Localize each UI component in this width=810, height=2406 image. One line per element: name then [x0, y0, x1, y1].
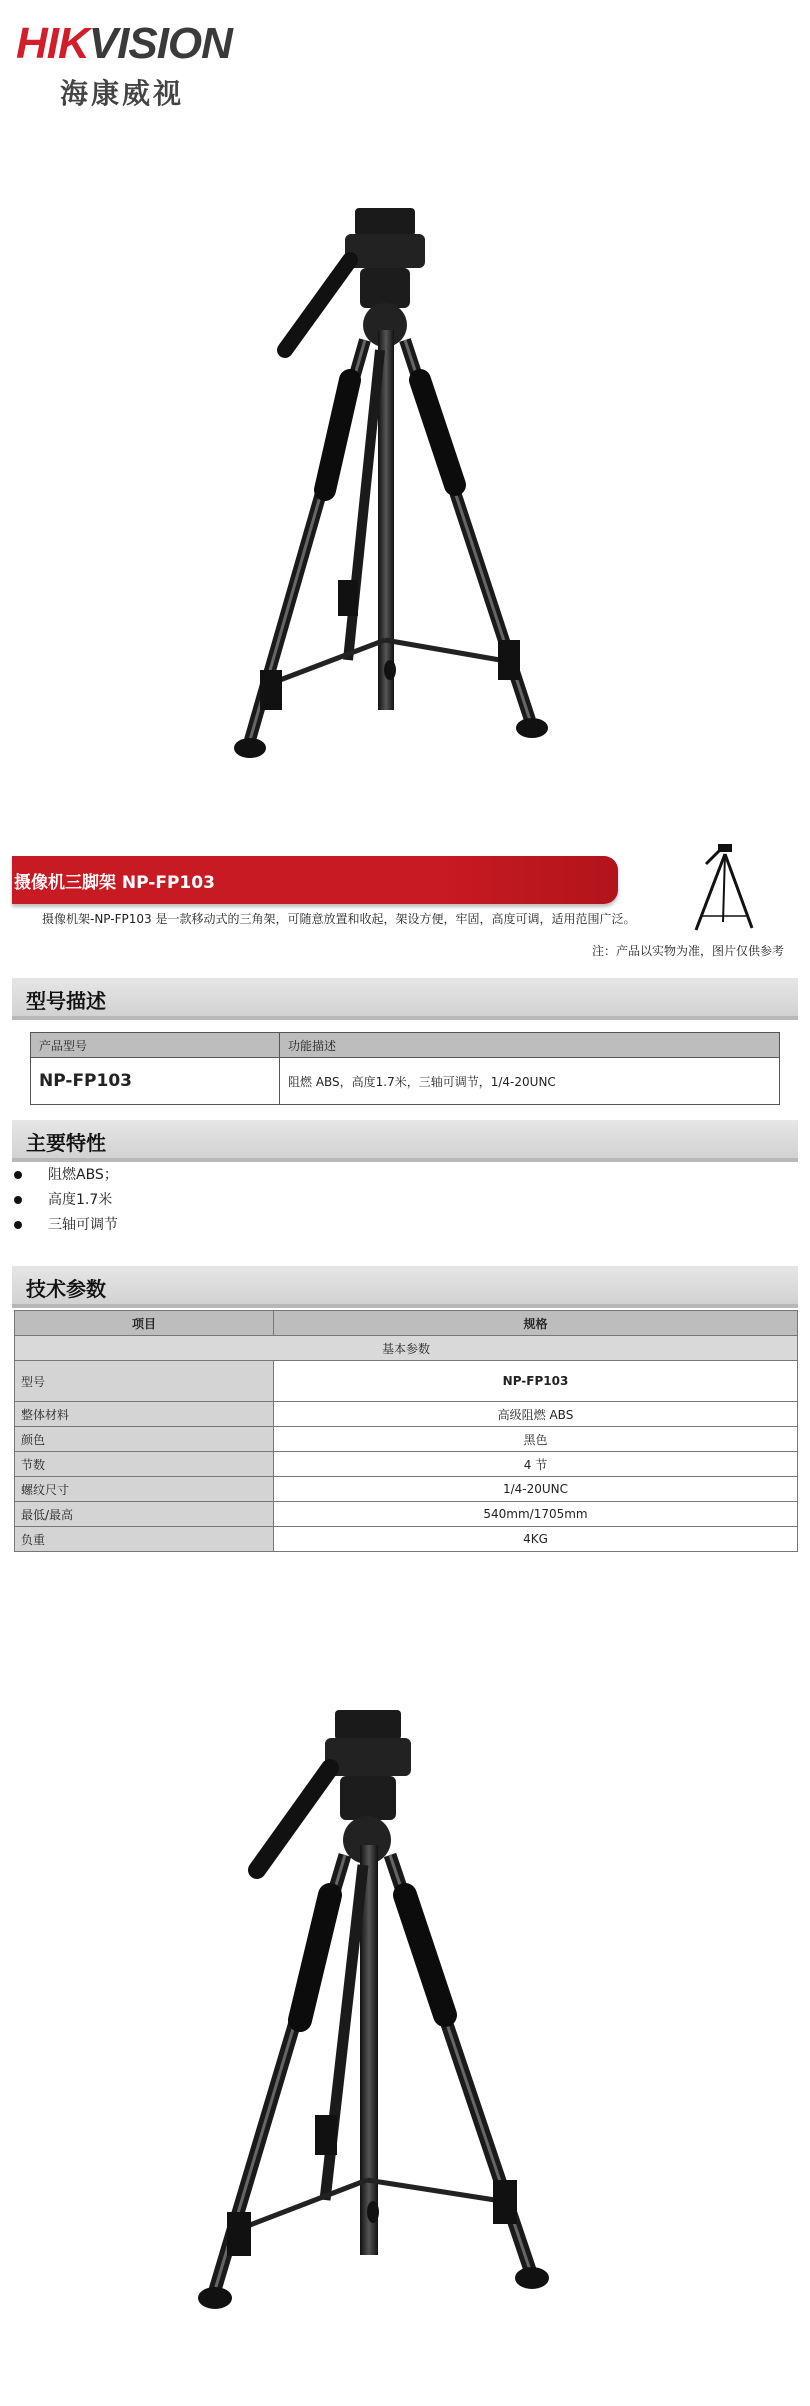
spec-table: [14, 1310, 798, 1552]
section-header-features: [12, 1120, 798, 1162]
model-table: [30, 1032, 780, 1105]
col-header-function: 功能描述: [280, 1033, 780, 1058]
feature-item: 高度1.7米: [14, 1189, 112, 1209]
function-value: 阻燃 ABS，高度1.7米，三轴可调节，1/4-20UNC: [280, 1058, 780, 1105]
section-header-specs: [12, 1266, 798, 1308]
tripod-thumbnail: [690, 842, 760, 934]
logo-vision: VISION: [88, 19, 232, 68]
section-title-model: 型号描述: [26, 989, 106, 1013]
section-title-features: 主要特性: [26, 1131, 106, 1155]
model-value: NP-FP103: [31, 1058, 280, 1105]
table-row: 颜色 黑色: [15, 1427, 798, 1452]
disclaimer-note: 注：产品以实物为准，图片仅供参考: [591, 944, 784, 958]
tripod-image-top: [230, 200, 630, 770]
bullet-icon: [14, 1221, 22, 1229]
table-row: 负重 4KG: [15, 1527, 798, 1552]
brand-logo: [16, 19, 232, 68]
logo-chinese: 海康威视: [60, 77, 185, 110]
col-header-model: 产品型号: [31, 1033, 280, 1058]
section-header-model: [12, 978, 798, 1020]
table-row: 整体材料 高级阻燃 ABS: [15, 1402, 798, 1427]
section-title-specs: 技术参数: [26, 1277, 106, 1301]
table-row: 型号 NP-FP103: [15, 1361, 798, 1402]
bullet-icon: [14, 1171, 22, 1179]
product-title: 摄像机三脚架 NP-FP103: [14, 873, 215, 893]
table-row: 最低/最高 540mm/1705mm: [15, 1502, 798, 1527]
table-row: 螺纹尺寸 1/4-20UNC: [15, 1477, 798, 1502]
intro-text: 摄像机架-NP-FP103 是一款移动式的三角架，可随意放置和收起，架设方便，牢固，高度可调，适用范围广泛。: [42, 912, 636, 926]
feature-item: 阻燃ABS；: [14, 1164, 118, 1184]
table-row: 节数 4 节: [15, 1452, 798, 1477]
bullet-icon: [14, 1196, 22, 1204]
group-basic: 基本参数: [15, 1336, 798, 1361]
logo-hik: HIK: [16, 19, 89, 68]
col-header-item: 项目: [15, 1311, 274, 1336]
tripod-image-bottom: [195, 1700, 635, 2320]
col-header-spec: 规格: [274, 1311, 798, 1336]
feature-item: 三轴可调节: [14, 1214, 118, 1234]
